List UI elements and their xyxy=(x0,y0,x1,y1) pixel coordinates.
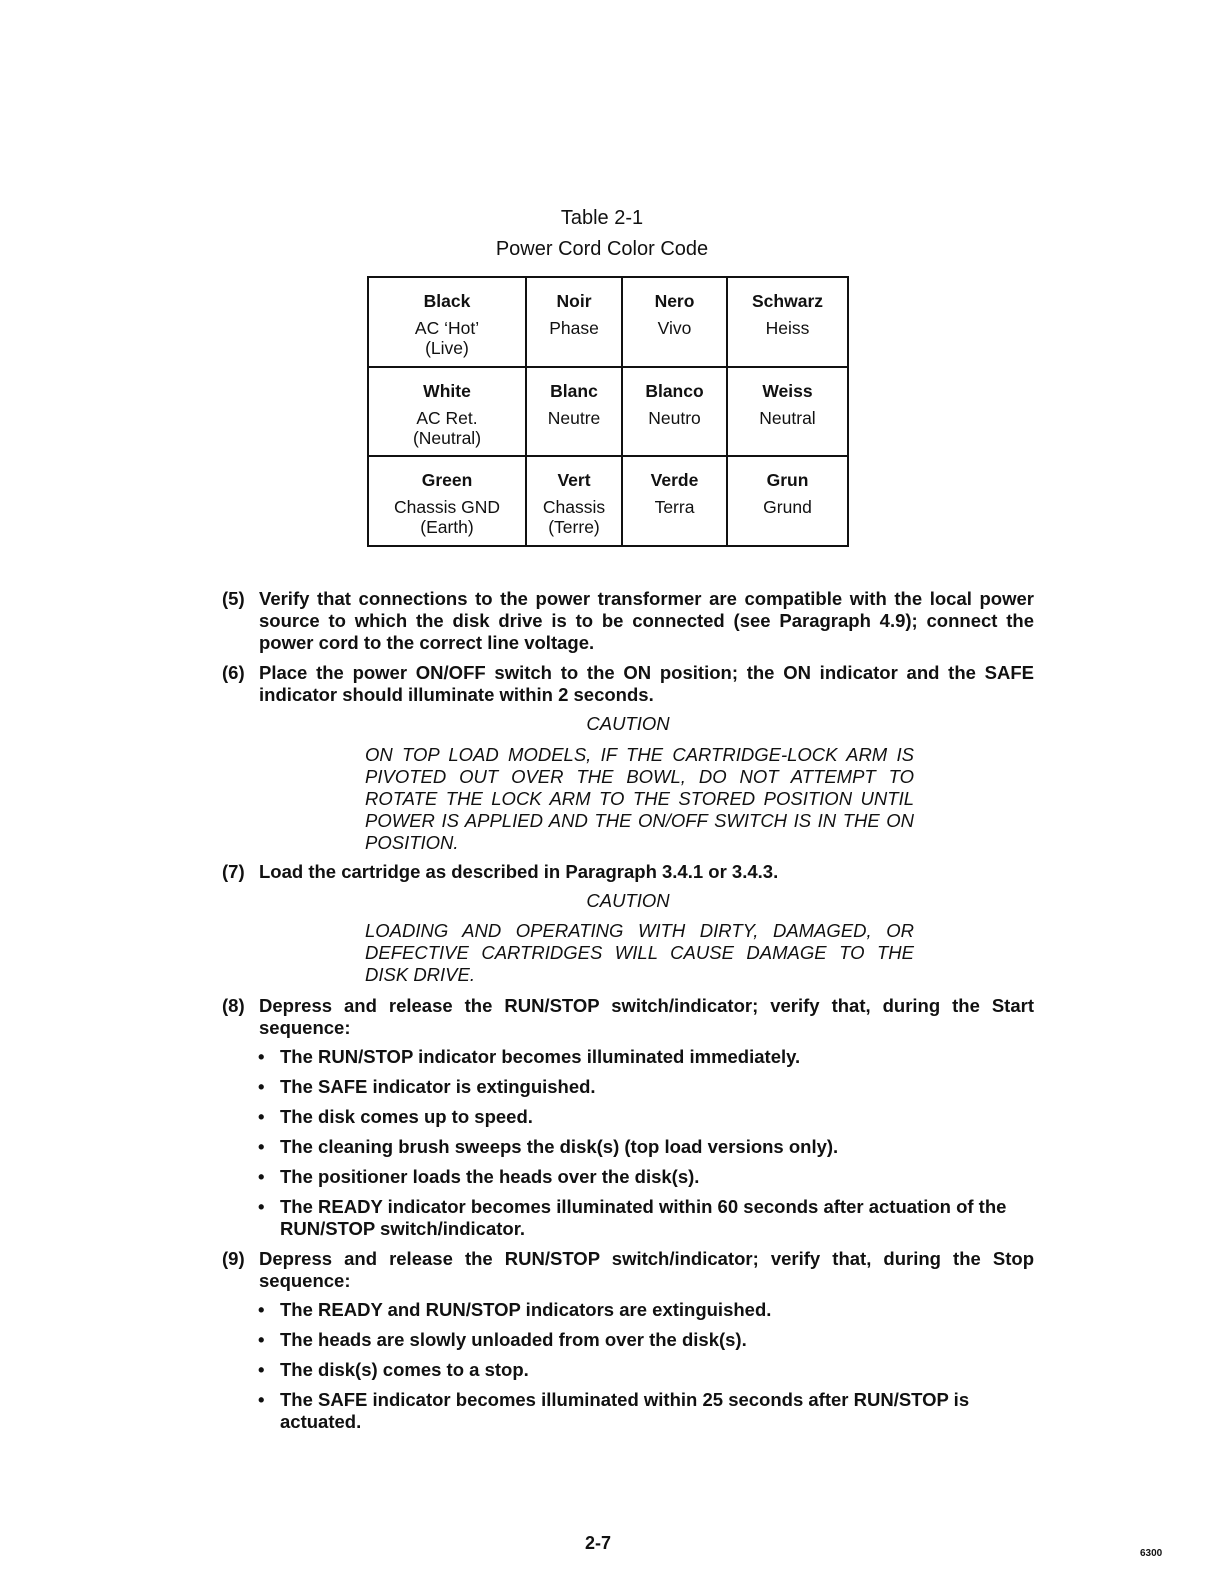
list-item: • The READY and RUN/STOP indicators are extinguished. xyxy=(258,1299,772,1320)
table-cell xyxy=(368,367,526,457)
list-item: • The SAFE indicator becomes illuminated within 25 seconds after RUN/STOP is actuated. xyxy=(258,1389,970,1432)
bullet-icon: • xyxy=(258,1166,265,1187)
table-cell xyxy=(622,456,727,546)
table-cell xyxy=(526,277,622,367)
color-meaning: AC ‘Hot’ (Live) xyxy=(414,318,480,358)
color-name: Verde xyxy=(650,470,699,491)
color-name: Nero xyxy=(654,291,695,311)
color-meaning: Chassis (Terre) xyxy=(542,497,606,538)
list-item: • The positioner loads the heads over the disk(s). xyxy=(258,1166,700,1187)
step-text: Load the cartridge as described in Paragraph 3.4.1 or 3.4.3. xyxy=(259,861,779,882)
step-number: (9) xyxy=(222,1248,245,1269)
table-row xyxy=(368,277,848,367)
color-meaning: Heiss xyxy=(765,318,810,338)
caution-heading: CAUTION xyxy=(586,890,670,911)
step-number: (8) xyxy=(222,995,245,1016)
color-name: Blanco xyxy=(645,380,704,401)
bullet-icon: • xyxy=(258,1136,265,1157)
bullet-icon: • xyxy=(258,1196,265,1217)
step-number: (7) xyxy=(222,861,245,882)
color-name: Schwarz xyxy=(752,291,823,311)
table-title: Power Cord Color Code xyxy=(495,238,709,260)
bullet-icon: • xyxy=(258,1046,265,1067)
list-item: • The SAFE indicator is extinguished. xyxy=(258,1076,596,1097)
bullet-icon: • xyxy=(258,1106,265,1127)
list-item: • The disk(s) comes to a stop. xyxy=(258,1359,529,1380)
step-text: Depress and release the RUN/STOP switch/indicator; verify that, during the Start sequence: xyxy=(259,995,1034,1038)
color-name: Vert xyxy=(557,470,591,491)
color-meaning: Neutral xyxy=(759,407,816,428)
color-name: Green xyxy=(421,470,473,491)
bullet-icon: • xyxy=(258,1359,265,1380)
step-text: Verify that connections to the power transformer are compatible with the local power source to which the disk drive is to be connected (see Paragraph 4.9); connect the power cord to the correct line voltage. xyxy=(259,588,1034,653)
step-8 xyxy=(222,995,1034,1039)
bullet-icon: • xyxy=(258,1076,265,1097)
table-cell xyxy=(727,277,848,367)
caution-text: LOADING AND OPERATING WITH DIRTY, DAMAGED, OR DEFECTIVE CARTRIDGES WILL CAUSE DAMAGE TO THE DISK DRIVE. xyxy=(365,920,914,985)
step-number: (6) xyxy=(222,662,245,683)
table-cell xyxy=(622,277,727,367)
color-meaning: Neutro xyxy=(648,407,701,428)
page-number: 2-7 xyxy=(585,1533,612,1553)
caution-heading: CAUTION xyxy=(586,713,670,734)
bullet-icon: • xyxy=(258,1389,265,1410)
color-name: Blanc xyxy=(550,380,598,401)
color-meaning: Grund xyxy=(763,497,812,518)
table-row xyxy=(368,456,848,546)
color-meaning: Terra xyxy=(654,497,695,518)
table-cell xyxy=(727,367,848,457)
step-text: Place the power ON/OFF switch to the ON position; the ON indicator and the SAFE indicator should illuminate within 2 seconds. xyxy=(259,662,1034,705)
list-item: • The cleaning brush sweeps the disk(s) (top load versions only). xyxy=(258,1136,839,1157)
table-number: Table 2-1 xyxy=(560,207,644,229)
table-row xyxy=(368,367,848,457)
list-item: • The heads are slowly unloaded from over the disk(s). xyxy=(258,1329,747,1350)
table-cell xyxy=(526,456,622,546)
step-text: Depress and release the RUN/STOP switch/indicator; verify that, during the Stop sequence: xyxy=(259,1248,1034,1291)
list-item: • The READY indicator becomes illuminated within 60 seconds after actuation of the RUN/STOP switch/indicator. xyxy=(258,1196,1007,1239)
table-cell xyxy=(622,367,727,457)
color-name: Grun xyxy=(766,470,809,491)
color-meaning: Phase xyxy=(549,318,599,338)
step-number: (5) xyxy=(222,588,245,609)
step-5 xyxy=(222,588,1034,654)
color-meaning: Vivo xyxy=(657,318,692,338)
color-name: Weiss xyxy=(762,380,813,401)
color-name: Noir xyxy=(556,291,592,311)
color-meaning: Neutre xyxy=(547,407,601,428)
step-7 xyxy=(222,861,1034,883)
bullet-icon: • xyxy=(258,1329,265,1350)
color-meaning: Chassis GND (Earth) xyxy=(394,497,500,538)
power-cord-color-table xyxy=(367,276,849,547)
color-name: White xyxy=(423,380,471,401)
table-cell xyxy=(368,456,526,546)
table-cell xyxy=(368,277,526,367)
step-9 xyxy=(222,1248,1034,1292)
document-code: 6300 xyxy=(1140,1548,1163,1559)
list-item: • The RUN/STOP indicator becomes illuminated immediately. xyxy=(258,1046,801,1067)
step-6 xyxy=(222,662,1034,706)
bullet-icon: • xyxy=(258,1299,265,1320)
color-name: Black xyxy=(423,291,471,311)
color-meaning: AC Ret. (Neutral) xyxy=(412,407,482,448)
table-cell xyxy=(727,456,848,546)
caution-text: ON TOP LOAD MODELS, IF THE CARTRIDGE-LOCK ARM IS PIVOTED OUT OVER THE BOWL, DO NOT ATTEMPT TO ROTATE THE LOCK ARM TO THE STORED POSITION UNTIL POWER IS APPLIED AND THE ON/OFF SWITCH IS IN THE ON POSITION. xyxy=(365,744,914,853)
table-cell xyxy=(526,367,622,457)
list-item: • The disk comes up to speed. xyxy=(258,1106,533,1127)
